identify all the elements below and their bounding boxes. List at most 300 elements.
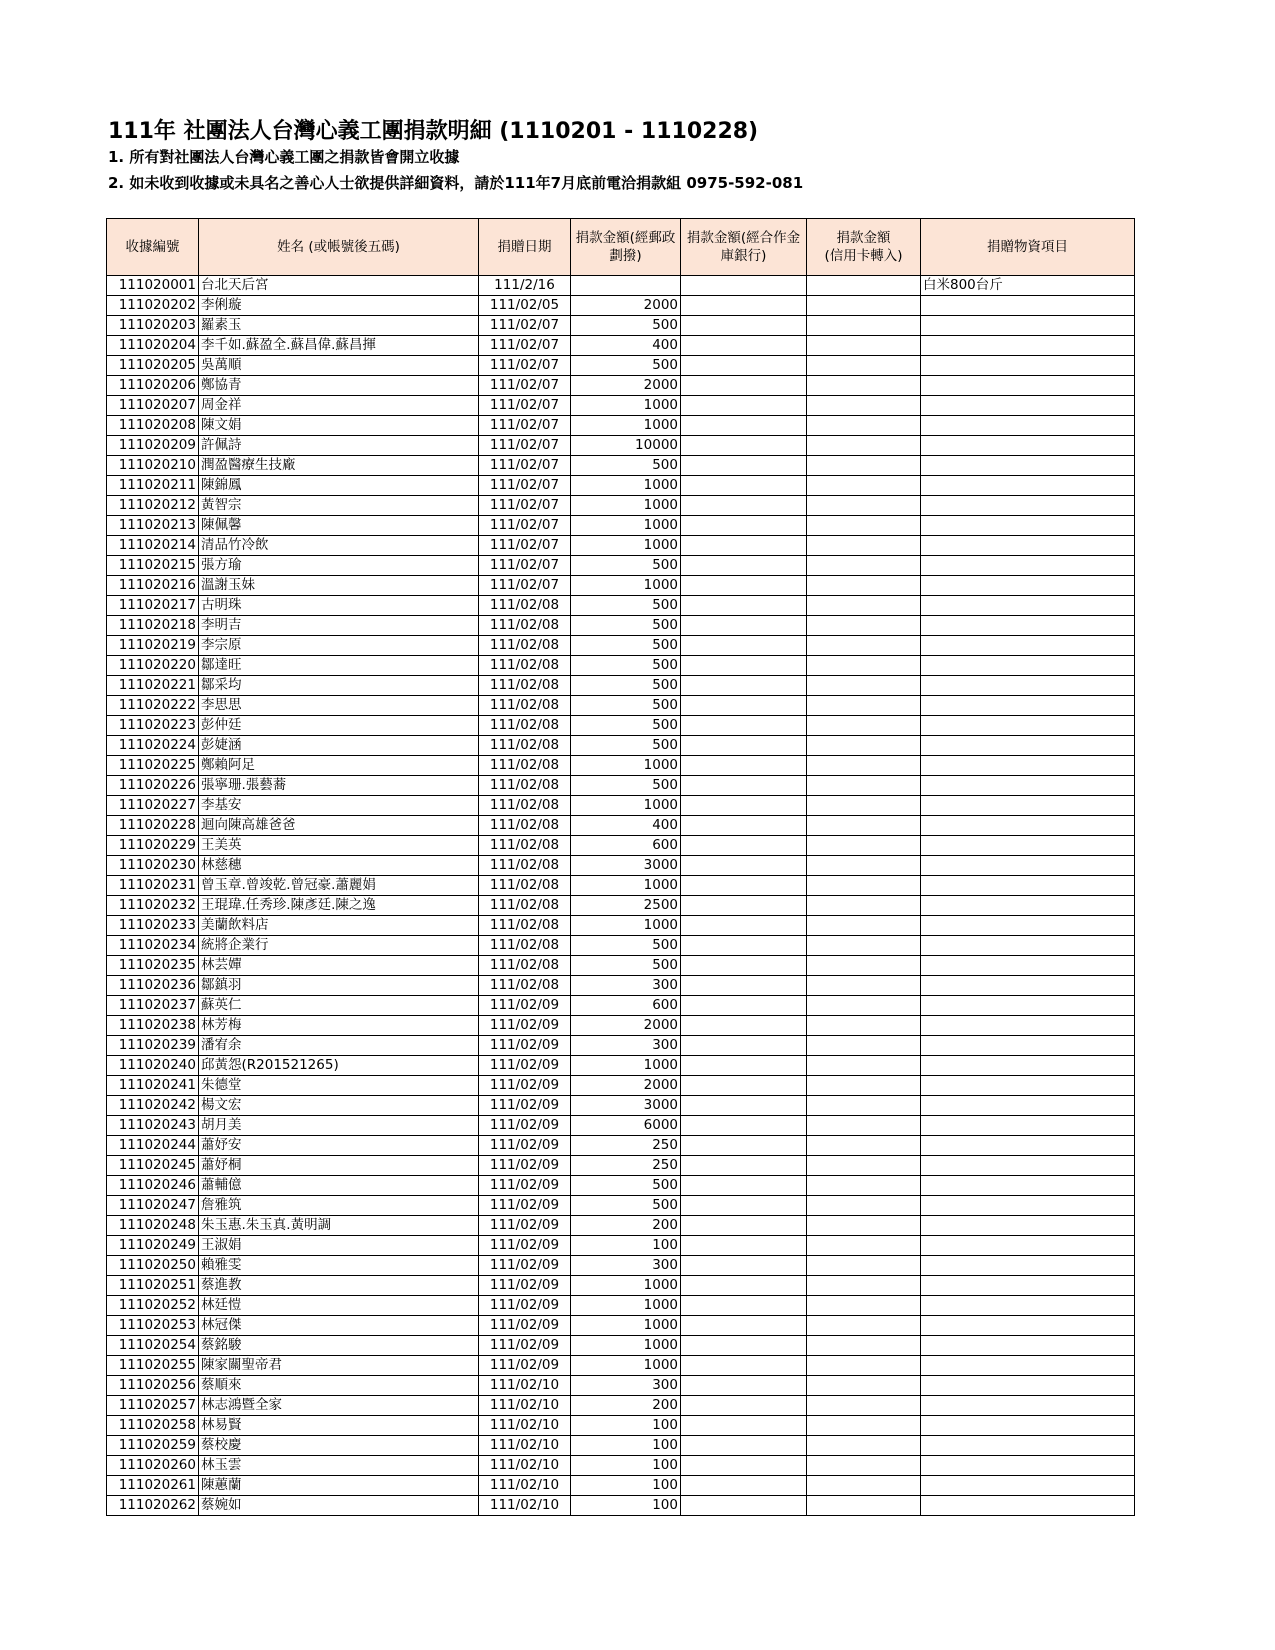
- cell-amount-bank: [681, 536, 807, 556]
- cell-amount-credit: [807, 956, 921, 976]
- cell-receipt-no: 111020254: [107, 1336, 199, 1356]
- cell-date: 111/02/10: [479, 1416, 571, 1436]
- cell-name: 蔡校慶: [199, 1436, 479, 1456]
- cell-receipt-no: 111020255: [107, 1356, 199, 1376]
- cell-receipt-no: 111020213: [107, 516, 199, 536]
- cell-receipt-no: 111020256: [107, 1376, 199, 1396]
- cell-goods: [921, 1456, 1135, 1476]
- cell-name: 古明珠: [199, 596, 479, 616]
- donation-table: [106, 218, 1135, 1516]
- cell-amount-postal: 500: [571, 676, 681, 696]
- cell-goods: [921, 316, 1135, 336]
- cell-amount-credit: [807, 1096, 921, 1116]
- cell-goods: [921, 836, 1135, 856]
- cell-date: 111/02/08: [479, 816, 571, 836]
- cell-amount-credit: [807, 936, 921, 956]
- cell-receipt-no: 111020259: [107, 1436, 199, 1456]
- cell-amount-credit: [807, 676, 921, 696]
- table-row: [107, 1356, 1135, 1376]
- cell-amount-credit: [807, 976, 921, 996]
- cell-amount-bank: [681, 516, 807, 536]
- cell-amount-postal: 600: [571, 836, 681, 856]
- cell-receipt-no: 111020217: [107, 596, 199, 616]
- cell-amount-bank: [681, 1436, 807, 1456]
- cell-date: 111/02/09: [479, 1176, 571, 1196]
- cell-amount-postal: 100: [571, 1436, 681, 1456]
- cell-name: 鄭協青: [199, 376, 479, 396]
- cell-amount-bank: [681, 736, 807, 756]
- cell-receipt-no: 111020249: [107, 1236, 199, 1256]
- table-row: [107, 976, 1135, 996]
- cell-date: 111/02/08: [479, 716, 571, 736]
- cell-receipt-no: 111020260: [107, 1456, 199, 1476]
- cell-goods: [921, 916, 1135, 936]
- cell-goods: [921, 676, 1135, 696]
- cell-amount-postal: 1000: [571, 1056, 681, 1076]
- cell-date: 111/02/08: [479, 876, 571, 896]
- cell-date: 111/02/10: [479, 1376, 571, 1396]
- cell-date: 111/2/16: [479, 276, 571, 296]
- table-row: [107, 756, 1135, 776]
- cell-amount-credit: [807, 1076, 921, 1096]
- table-row: [107, 516, 1135, 536]
- cell-name: 賴雅雯: [199, 1256, 479, 1276]
- cell-amount-credit: [807, 1116, 921, 1136]
- cell-amount-bank: [681, 1056, 807, 1076]
- cell-date: 111/02/08: [479, 656, 571, 676]
- cell-receipt-no: 111020219: [107, 636, 199, 656]
- cell-name: 蘇英仁: [199, 996, 479, 1016]
- cell-name: 蔡順來: [199, 1376, 479, 1396]
- header-amount-postal: 捐款金額(經郵政劃撥): [571, 219, 681, 276]
- cell-name: 王淑娟: [199, 1236, 479, 1256]
- cell-amount-bank: [681, 1356, 807, 1376]
- table-row: [107, 736, 1135, 756]
- cell-goods: [921, 1416, 1135, 1436]
- cell-amount-bank: [681, 996, 807, 1016]
- cell-amount-credit: [807, 1296, 921, 1316]
- cell-receipt-no: 111020206: [107, 376, 199, 396]
- cell-amount-bank: [681, 616, 807, 636]
- cell-amount-bank: [681, 816, 807, 836]
- cell-goods: [921, 1076, 1135, 1096]
- cell-amount-postal: 2500: [571, 896, 681, 916]
- cell-amount-credit: [807, 396, 921, 416]
- table-row: [107, 616, 1135, 636]
- cell-amount-postal: 1000: [571, 1356, 681, 1376]
- cell-amount-bank: [681, 676, 807, 696]
- table-row: [107, 556, 1135, 576]
- cell-goods: [921, 536, 1135, 556]
- cell-date: 111/02/09: [479, 1056, 571, 1076]
- cell-amount-credit: [807, 796, 921, 816]
- cell-date: 111/02/08: [479, 736, 571, 756]
- table-row: [107, 316, 1135, 336]
- cell-receipt-no: 111020250: [107, 1256, 199, 1276]
- cell-date: 111/02/09: [479, 1136, 571, 1156]
- table-row: [107, 1276, 1135, 1296]
- cell-amount-postal: 500: [571, 776, 681, 796]
- table-row: [107, 1476, 1135, 1496]
- cell-name: 潘宥余: [199, 1036, 479, 1056]
- cell-goods: [921, 1496, 1135, 1516]
- cell-name: 李基安: [199, 796, 479, 816]
- cell-amount-postal: 1000: [571, 476, 681, 496]
- cell-date: 111/02/09: [479, 1016, 571, 1036]
- cell-amount-bank: [681, 1196, 807, 1216]
- cell-date: 111/02/09: [479, 1076, 571, 1096]
- cell-receipt-no: 111020214: [107, 536, 199, 556]
- cell-date: 111/02/10: [479, 1496, 571, 1516]
- header-name: 姓名 (或帳號後五碼): [199, 219, 479, 276]
- cell-amount-credit: [807, 1236, 921, 1256]
- cell-goods: [921, 716, 1135, 736]
- table-row: [107, 296, 1135, 316]
- cell-amount-bank: [681, 1296, 807, 1316]
- cell-receipt-no: 111020257: [107, 1396, 199, 1416]
- table-row: [107, 456, 1135, 476]
- cell-amount-postal: 1000: [571, 576, 681, 596]
- cell-name: 林易賢: [199, 1416, 479, 1436]
- table-header-row: [107, 219, 1135, 276]
- cell-amount-credit: [807, 856, 921, 876]
- cell-amount-bank: [681, 696, 807, 716]
- cell-receipt-no: 111020205: [107, 356, 199, 376]
- cell-amount-postal: 100: [571, 1496, 681, 1516]
- table-row: [107, 1176, 1135, 1196]
- cell-receipt-no: 111020212: [107, 496, 199, 516]
- table-row: [107, 936, 1135, 956]
- cell-amount-credit: [807, 1256, 921, 1276]
- cell-date: 111/02/08: [479, 616, 571, 636]
- cell-amount-postal: 300: [571, 1256, 681, 1276]
- cell-receipt-no: 111020253: [107, 1316, 199, 1336]
- cell-goods: [921, 1016, 1135, 1036]
- cell-receipt-no: 111020238: [107, 1016, 199, 1036]
- cell-goods: [921, 1396, 1135, 1416]
- table-row: [107, 1336, 1135, 1356]
- cell-receipt-no: 111020244: [107, 1136, 199, 1156]
- cell-amount-bank: [681, 1456, 807, 1476]
- cell-amount-bank: [681, 456, 807, 476]
- cell-goods: [921, 456, 1135, 476]
- cell-amount-postal: 1000: [571, 416, 681, 436]
- cell-name: 李千如.蘇盈全.蘇昌偉.蘇昌揮: [199, 336, 479, 356]
- table-row: [107, 1236, 1135, 1256]
- cell-amount-credit: [807, 776, 921, 796]
- cell-amount-postal: 1000: [571, 876, 681, 896]
- table-row: [107, 376, 1135, 396]
- cell-amount-credit: [807, 596, 921, 616]
- cell-goods: [921, 476, 1135, 496]
- cell-date: 111/02/09: [479, 1276, 571, 1296]
- cell-amount-credit: [807, 1156, 921, 1176]
- cell-goods: [921, 296, 1135, 316]
- cell-amount-credit: [807, 1456, 921, 1476]
- cell-amount-postal: 1000: [571, 1296, 681, 1316]
- cell-name: 彭仲廷: [199, 716, 479, 736]
- cell-amount-postal: 1000: [571, 756, 681, 776]
- cell-amount-postal: 100: [571, 1476, 681, 1496]
- cell-amount-postal: 100: [571, 1456, 681, 1476]
- cell-receipt-no: 111020234: [107, 936, 199, 956]
- cell-amount-bank: [681, 1496, 807, 1516]
- table-row: [107, 876, 1135, 896]
- cell-goods: [921, 556, 1135, 576]
- cell-date: 111/02/09: [479, 1336, 571, 1356]
- table-row: [107, 1136, 1135, 1156]
- cell-receipt-no: 111020261: [107, 1476, 199, 1496]
- cell-receipt-no: 111020220: [107, 656, 199, 676]
- cell-name: 鄒采均: [199, 676, 479, 696]
- cell-amount-postal: 100: [571, 1236, 681, 1256]
- header-amount-bank: 捐款金額(經合作金庫銀行): [681, 219, 807, 276]
- cell-name: 蕭妤安: [199, 1136, 479, 1156]
- cell-amount-postal: 500: [571, 956, 681, 976]
- table-row: [107, 1156, 1135, 1176]
- cell-date: 111/02/07: [479, 396, 571, 416]
- cell-amount-credit: [807, 576, 921, 596]
- cell-name: 林玉雲: [199, 1456, 479, 1476]
- cell-amount-credit: [807, 1016, 921, 1036]
- cell-receipt-no: 111020223: [107, 716, 199, 736]
- cell-amount-postal: 6000: [571, 1116, 681, 1136]
- cell-date: 111/02/08: [479, 776, 571, 796]
- cell-name: 林廷愷: [199, 1296, 479, 1316]
- cell-receipt-no: 111020216: [107, 576, 199, 596]
- cell-date: 111/02/07: [479, 416, 571, 436]
- cell-name: 李思思: [199, 696, 479, 716]
- table-row: [107, 1396, 1135, 1416]
- cell-date: 111/02/10: [479, 1456, 571, 1476]
- cell-goods: [921, 1176, 1135, 1196]
- cell-name: 迴向陳高雄爸爸: [199, 816, 479, 836]
- cell-date: 111/02/08: [479, 916, 571, 936]
- table-row: [107, 1216, 1135, 1236]
- cell-amount-credit: [807, 496, 921, 516]
- cell-amount-postal: 2000: [571, 376, 681, 396]
- table-row: [107, 576, 1135, 596]
- cell-date: 111/02/08: [479, 976, 571, 996]
- cell-name: 台北天后宮: [199, 276, 479, 296]
- cell-amount-bank: [681, 936, 807, 956]
- cell-amount-bank: [681, 1256, 807, 1276]
- cell-amount-postal: 400: [571, 336, 681, 356]
- cell-goods: [921, 1356, 1135, 1376]
- cell-receipt-no: 111020224: [107, 736, 199, 756]
- cell-goods: [921, 336, 1135, 356]
- cell-date: 111/02/09: [479, 1216, 571, 1236]
- cell-name: 李宗原: [199, 636, 479, 656]
- cell-goods: [921, 1056, 1135, 1076]
- cell-amount-postal: 200: [571, 1396, 681, 1416]
- cell-receipt-no: 111020248: [107, 1216, 199, 1236]
- cell-name: 周金祥: [199, 396, 479, 416]
- cell-amount-credit: [807, 876, 921, 896]
- cell-amount-credit: [807, 1216, 921, 1236]
- cell-goods: [921, 956, 1135, 976]
- cell-date: 111/02/07: [479, 536, 571, 556]
- cell-amount-credit: [807, 316, 921, 336]
- cell-amount-postal: 3000: [571, 856, 681, 876]
- cell-goods: [921, 1376, 1135, 1396]
- cell-date: 111/02/10: [479, 1476, 571, 1496]
- cell-amount-bank: [681, 716, 807, 736]
- cell-amount-bank: [681, 1136, 807, 1156]
- cell-date: 111/02/09: [479, 1356, 571, 1376]
- cell-amount-credit: [807, 736, 921, 756]
- table-row: [107, 656, 1135, 676]
- cell-amount-credit: [807, 1276, 921, 1296]
- cell-goods: [921, 1276, 1135, 1296]
- cell-name: 李俐璇: [199, 296, 479, 316]
- cell-amount-bank: [681, 976, 807, 996]
- cell-goods: [921, 656, 1135, 676]
- cell-name: 潤盈醫療生技廠: [199, 456, 479, 476]
- cell-date: 111/02/07: [479, 336, 571, 356]
- cell-date: 111/02/07: [479, 436, 571, 456]
- cell-receipt-no: 111020240: [107, 1056, 199, 1076]
- cell-receipt-no: 111020247: [107, 1196, 199, 1216]
- cell-amount-postal: 500: [571, 1196, 681, 1216]
- cell-goods: [921, 776, 1135, 796]
- cell-date: 111/02/09: [479, 1236, 571, 1256]
- cell-amount-bank: [681, 396, 807, 416]
- cell-amount-postal: 500: [571, 1176, 681, 1196]
- table-row: [107, 1016, 1135, 1036]
- cell-amount-postal: 200: [571, 1216, 681, 1236]
- table-row: [107, 916, 1135, 936]
- cell-amount-bank: [681, 796, 807, 816]
- cell-amount-credit: [807, 1316, 921, 1336]
- cell-amount-credit: [807, 1496, 921, 1516]
- cell-date: 111/02/07: [479, 316, 571, 336]
- table-row: [107, 716, 1135, 736]
- cell-amount-credit: [807, 376, 921, 396]
- cell-name: 張寧珊.張藝蕎: [199, 776, 479, 796]
- table-row: [107, 356, 1135, 376]
- cell-amount-postal: 500: [571, 636, 681, 656]
- cell-amount-postal: 500: [571, 656, 681, 676]
- cell-goods: [921, 976, 1135, 996]
- cell-goods: [921, 416, 1135, 436]
- cell-name: 美蘭飲料店: [199, 916, 479, 936]
- cell-amount-credit: [807, 636, 921, 656]
- cell-amount-credit: [807, 456, 921, 476]
- cell-date: 111/02/09: [479, 1196, 571, 1216]
- cell-name: 胡月美: [199, 1116, 479, 1136]
- cell-date: 111/02/08: [479, 936, 571, 956]
- cell-amount-bank: [681, 1036, 807, 1056]
- cell-amount-credit: [807, 656, 921, 676]
- cell-amount-bank: [681, 1416, 807, 1436]
- cell-amount-bank: [681, 1176, 807, 1196]
- cell-receipt-no: 111020227: [107, 796, 199, 816]
- table-row: [107, 856, 1135, 876]
- cell-receipt-no: 111020239: [107, 1036, 199, 1056]
- cell-goods: [921, 1036, 1135, 1056]
- table-row: [107, 416, 1135, 436]
- cell-name: 統將企業行: [199, 936, 479, 956]
- cell-name: 鄭賴阿足: [199, 756, 479, 776]
- cell-amount-postal: 500: [571, 456, 681, 476]
- cell-goods: [921, 816, 1135, 836]
- cell-amount-postal: 600: [571, 996, 681, 1016]
- cell-date: 111/02/07: [479, 476, 571, 496]
- cell-name: 蔡銘駿: [199, 1336, 479, 1356]
- cell-name: 許佩詩: [199, 436, 479, 456]
- cell-goods: [921, 856, 1135, 876]
- cell-amount-credit: [807, 436, 921, 456]
- cell-date: 111/02/08: [479, 676, 571, 696]
- table-row: [107, 1076, 1135, 1096]
- cell-amount-bank: [681, 776, 807, 796]
- cell-name: 林冠傑: [199, 1316, 479, 1336]
- cell-amount-bank: [681, 1076, 807, 1096]
- table-row: [107, 796, 1135, 816]
- cell-name: 王美英: [199, 836, 479, 856]
- cell-amount-postal: 1000: [571, 496, 681, 516]
- table-row: [107, 436, 1135, 456]
- cell-amount-credit: [807, 1356, 921, 1376]
- cell-date: 111/02/08: [479, 956, 571, 976]
- cell-amount-bank: [681, 1336, 807, 1356]
- cell-amount-bank: [681, 276, 807, 296]
- cell-goods: [921, 1436, 1135, 1456]
- cell-goods: [921, 596, 1135, 616]
- cell-date: 111/02/08: [479, 896, 571, 916]
- table-row: [107, 1096, 1135, 1116]
- cell-amount-postal: 10000: [571, 436, 681, 456]
- cell-amount-bank: [681, 1116, 807, 1136]
- cell-name: 朱德堂: [199, 1076, 479, 1096]
- table-row: [107, 496, 1135, 516]
- cell-amount-credit: [807, 1376, 921, 1396]
- cell-receipt-no: 111020233: [107, 916, 199, 936]
- cell-receipt-no: 111020210: [107, 456, 199, 476]
- cell-receipt-no: 111020232: [107, 896, 199, 916]
- cell-amount-credit: [807, 716, 921, 736]
- cell-amount-credit: [807, 1336, 921, 1356]
- cell-name: 鄒鎮羽: [199, 976, 479, 996]
- cell-amount-bank: [681, 376, 807, 396]
- cell-receipt-no: 111020242: [107, 1096, 199, 1116]
- cell-name: 林芳梅: [199, 1016, 479, 1036]
- cell-amount-bank: [681, 1156, 807, 1176]
- cell-amount-bank: [681, 336, 807, 356]
- table-row: [107, 836, 1135, 856]
- cell-amount-bank: [681, 576, 807, 596]
- cell-name: 蔡婉如: [199, 1496, 479, 1516]
- cell-amount-bank: [681, 596, 807, 616]
- cell-date: 111/02/08: [479, 696, 571, 716]
- table-row: [107, 1296, 1135, 1316]
- cell-amount-bank: [681, 556, 807, 576]
- cell-goods: [921, 876, 1135, 896]
- cell-receipt-no: 111020225: [107, 756, 199, 776]
- cell-date: 111/02/09: [479, 1296, 571, 1316]
- cell-amount-postal: 250: [571, 1156, 681, 1176]
- cell-amount-bank: [681, 956, 807, 976]
- cell-amount-postal: 1000: [571, 1276, 681, 1296]
- cell-amount-bank: [681, 1216, 807, 1236]
- cell-goods: [921, 616, 1135, 636]
- cell-date: 111/02/08: [479, 856, 571, 876]
- cell-name: 林志鴻暨全家: [199, 1396, 479, 1416]
- cell-receipt-no: 111020231: [107, 876, 199, 896]
- cell-goods: 白米800台斤: [921, 276, 1135, 296]
- table-row: [107, 636, 1135, 656]
